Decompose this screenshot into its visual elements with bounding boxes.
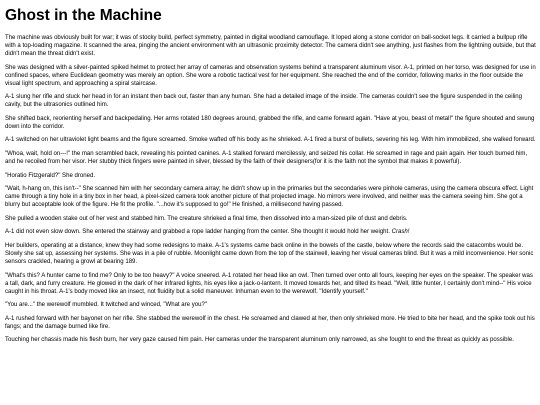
paragraph-7: "Horatio Fitzgerald?" She droned. [5,172,96,179]
paragraph-8: "Wait, h-hang on, this isn't--" She scanned him with her secondary camera array; he didn't show up in the primaries but the secondaries were pinhole cameras, using the camera obscura effect. Light came through a tiny hole in a tiny box in her head, a pixel-sized camera took another picture of that projected image. No mirrors were involved, and neither was the camera seeing him. She got a blurry but acceptable look of the figure. He fit the profile. "...how it's supposed to go!" He finished, a millisecond having passed. [5,186,534,209]
paragraph-9: She pulled a wooden stake out of her vest and stabbed him. The creature shrieked a final time, then dissolved into a man-sized pile of dust and debris. [5,215,408,222]
crash-emphasis: Crash! [391,229,410,236]
paragraph-10-text: A-1 did not even slow down. She entered the stairway and grabbed a rope ladder hanging from the center. She thought it would hold her weight. [5,229,390,236]
paragraph-1: The machine was obviously built for war; it was of stocky build, perfect symmetry, painted in digital woodland camouflage. It loped along a stone corridor on ball-socket legs. It carried a bullpup rifle with a top-loading magazine. It scanned the area, pinging the ancient environment with an ultrasonic proximity detector. The camera didn't see anything, just flashes from the lightning outside, but that didn't mean the threat didn't exist. [5,35,536,58]
page-title: Ghost in the Machine [5,7,162,24]
paragraph-5: A-1 switched on her ultraviolet light beams and the figure screamed. Smoke wafted off his body as he shrieked. A-1 fired a burst of bullets, severing his leg. With him immobilized, she walked forward. [5,137,536,144]
paragraph-3: A-1 slung her rifle and stuck her head in for an instant then back out, faster than any human. She had a detailed image of the inside. The cameras couldn't see the figure suspended in the ceiling cavity, but the ultrasonics outlined him. [5,94,523,109]
paragraph-4: She shifted back, reorienting herself and backpedaling. Her arms rotated 180 degrees around, grabbed the rifle, and came forward again. "Have at you, beast of metal!" the figure shouted and swung down into the corridor. [5,115,535,130]
paragraph-13: "You are..." the werewolf mumbled. It twitched and winced, "What are you?" [5,302,207,309]
paragraph-10 [5,228,536,236]
paragraph-6: "Whoa, wait, hold on---!" the man scrambled back, revealing his pointed canines. A-1 stalked forward mercilessly, and seized his collar. He screamed in rage and pain again. Her touch burned him, and he recoiled from her visor. Her stubby thick fingers were painted in silver, blessed by the faith of their designers(for it is the faith not the symbol that makes it powerful). [5,151,528,166]
story-body [5,34,536,350]
paragraph-14: A-1 rushed forward with her bayonet on her rifle. She stabbed the werewolf in the chest. He screamed and clawed at her, then only shrieked more. He tried to bite her head, and the spike took out his fangs; and the damage burned like fire. [5,315,535,330]
paragraph-11: Her builders, operating at a distance, knew they had some redesigns to make. A-1's systems came back online in the bowels of the castle, below where the records said the catacombs would be. Slowly she sat up, assessing her systems. She was in a pile of rubble. Moonlight came down from the top of the stairwell, leaving her visual cameras blind. But it was a mild inconvenience. Her sonic sensors crackled, hearing a growl at bearing 189. [5,242,534,265]
paragraph-2: She was designed with a silver-painted spiked helmet to protect her array of cameras and observation systems behind a transparent aluminum visor. A-1, printed on her torso, was designed for use in confined spaces, where Euclidean geometry was merely an option. She wore a robotic tactical vest for her equipment. She reached the end of the corridor, following marks in the floor outside the visual light spectrum, and approaching a spiral staircase. [5,64,536,87]
paragraph-15: Touching her chassis made his flesh burn, her very gaze caused him pain. Her cameras under the transparent aluminum only narrowed, as she fought to end the threat as quickly as possible. [5,337,514,344]
paragraph-12: "What's this? A hunter came to find me? Only to be too heavy?" A voice sneered. A-1 rotated her head like an owl. Then turned over onto all fours, keeping her eyes on the speaker. The speaker was a tall, dark, and furry creature. He glowed in the dark of her infrared lights, his eyes like a jack-o-lantern. It moved towards her, and tilted its head. "Well, little hunter, I certainly don't mind--" His voice caught in his throat. A-1's body moved like an insect, not fluidity but a solid maneuver. Inhuman even to the werewolf. "Identify yourself." [5,272,533,295]
